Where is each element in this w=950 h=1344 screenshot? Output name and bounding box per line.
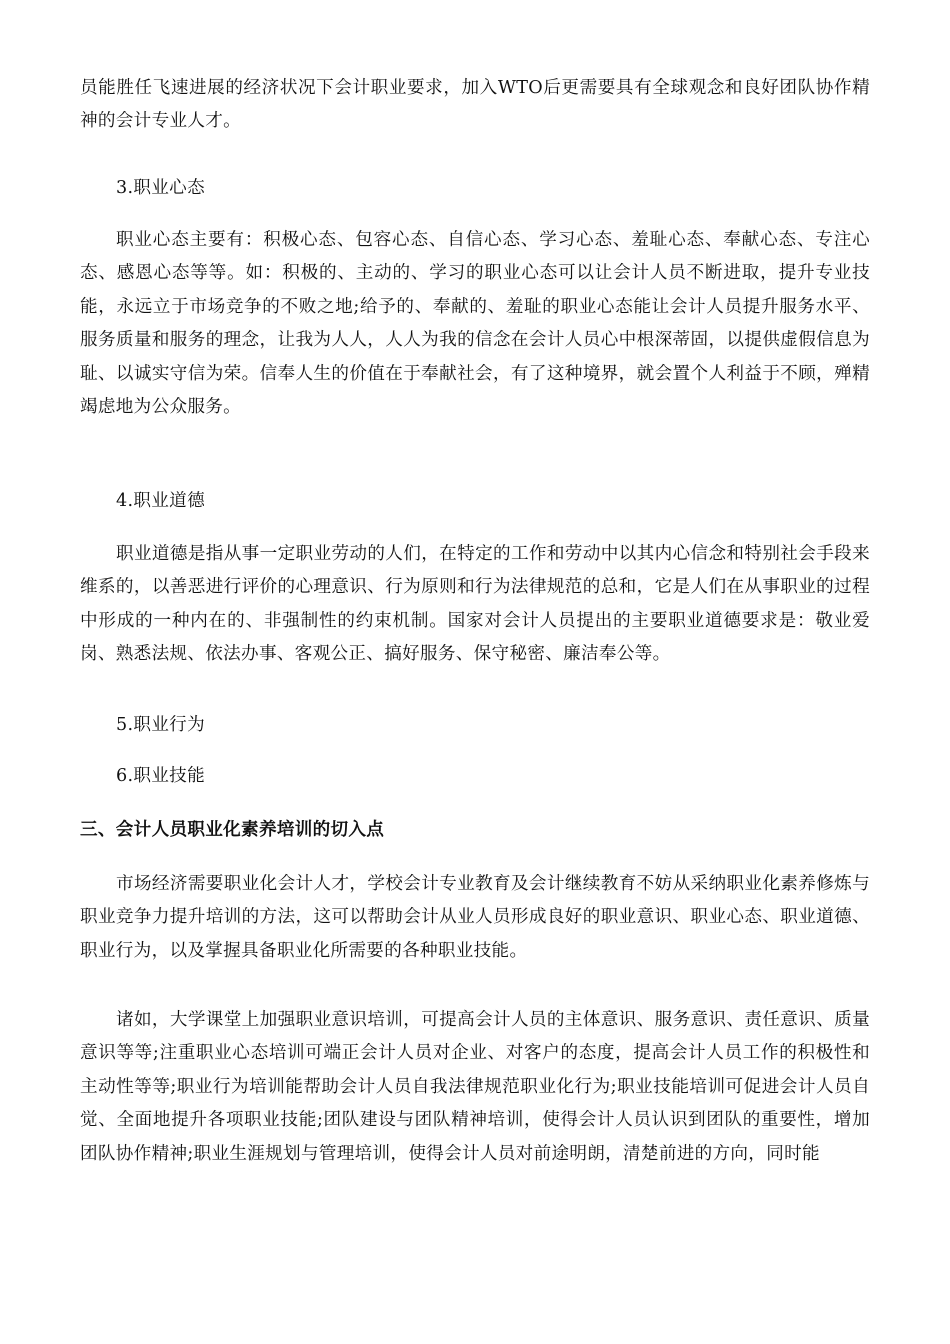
list-item-4: 4.职业道德 — [116, 491, 205, 511]
paragraph-career-mindset: 职业心态主要有：积极心态、包容心态、自信心态、学习心态、羞耻心态、奉献心态、专注心态、感恩心态等等。如：积极的、主动的、学习的职业心态可以让会计人员不断进取，提升专业技能，永远立于市场竞争的不败之地;给予的、奉献的、羞耻的职业心态能让会计人员提升服务水平、服务质量和服务的理念，让我为人人，人人为我的信念在会计人员心中根深蒂固，以提供虚假信息为耻、以诚实守信为荣。信奉人生的价值在于奉献社会，有了这种境界，就会置个人利益于不顾，殚精竭虑地为公众服务。 — [80, 230, 870, 418]
paragraph-market-needs: 市场经济需要职业化会计人才，学校会计专业教育及会计继续教育不妨从采纳职业化素养修炼与职业竞争力提升培训的方法，这可以帮助会计从业人员形成良好的职业意识、职业心态、职业道德、职业行为，以及掌握具备职业化所需要的各种职业技能。 — [80, 874, 870, 961]
section-heading: 三、会计人员职业化素养培训的切入点 — [80, 819, 385, 840]
list-item-3: 3.职业心态 — [116, 178, 205, 198]
list-item-6: 6.职业技能 — [116, 766, 205, 786]
list-item-5: 5.职业行为 — [116, 715, 205, 735]
paragraph-continuation: 员能胜任飞速进展的经济状况下会计职业要求，加入WTO后更需要具有全球观念和良好团队协作精神的会计专业人才。 — [80, 78, 870, 132]
paragraph-training-examples: 诸如，大学课堂上加强职业意识培训，可提高会计人员的主体意识、服务意识、责任意识、质量意识等等;注重职业心态培训可端正会计人员对企业、对客户的态度，提高会计人员工作的积极性和主动性等等;职业行为培训能帮助会计人员自我法律规范职业化行为;职业技能培训可促进会计人员自觉、全面地提升各项职业技能;团队建设与团队精神培训，使得会计人员认识到团队的重要性，增加团队协作精神;职业生涯规划与管理培训，使得会计人员对前途明朗，清楚前进的方向，同时能 — [80, 1010, 870, 1164]
paragraph-career-ethics: 职业道德是指从事一定职业劳动的人们，在特定的工作和劳动中以其内心信念和特别社会手段来维系的，以善恶进行评价的心理意识、行为原则和行为法律规范的总和，它是人们在从事职业的过程中形成的一种内在的、非强制性的约束机制。国家对会计人员提出的主要职业道德要求是：敬业爱岗、熟悉法规、依法办事、客观公正、搞好服务、保守秘密、廉洁奉公等。 — [80, 544, 870, 665]
